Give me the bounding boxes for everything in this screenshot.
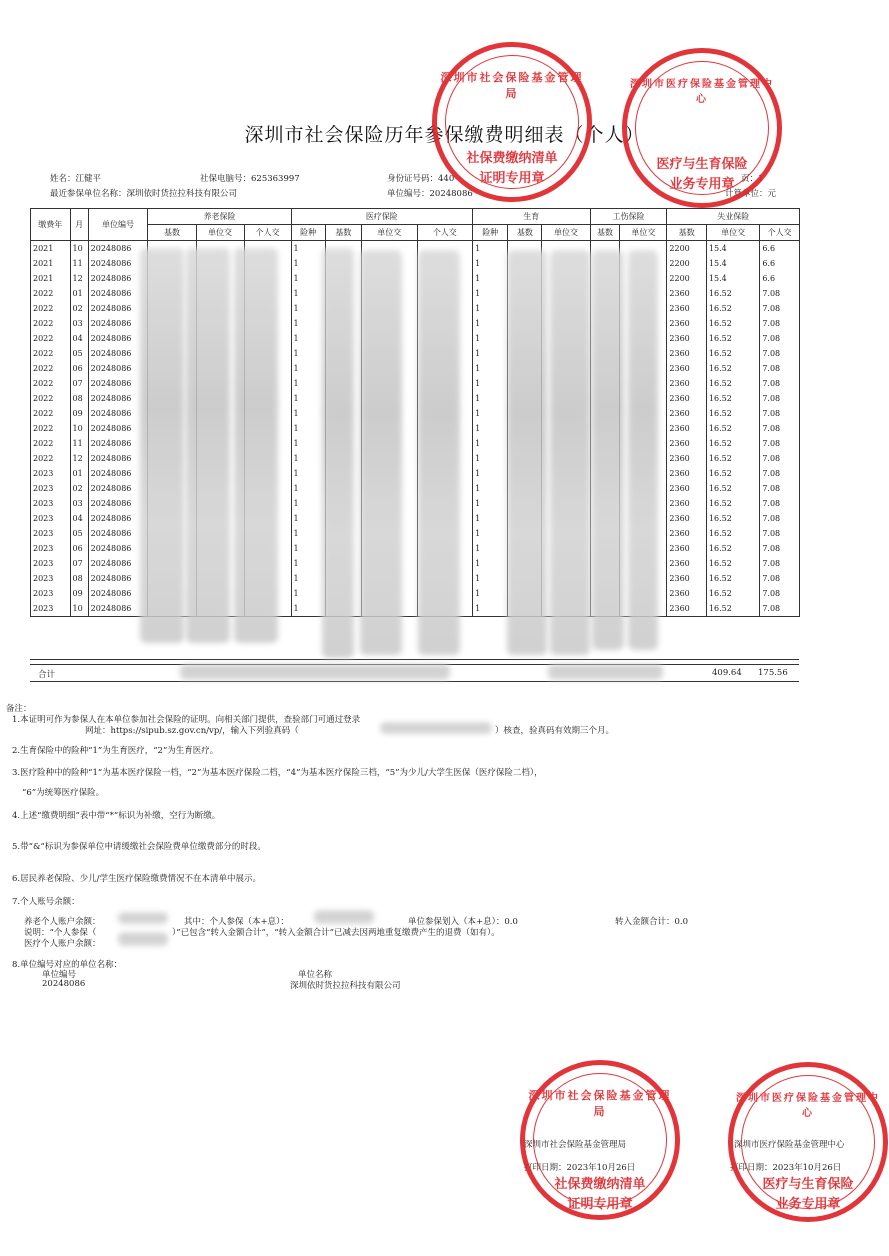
note-5: 5.带“&”标识为参保单位申请缓缴社会保险费单位缴费部分的时段。 (12, 842, 266, 852)
table-cell: 10 (70, 241, 88, 257)
meta-pc-no: 社保电脑号：625363997 (200, 174, 300, 184)
table-cell: 2360 (667, 466, 707, 481)
table-cell: 1 (291, 241, 325, 257)
table-cell: 16.52 (706, 331, 759, 346)
redaction (314, 910, 374, 924)
table-cell: 1 (291, 331, 325, 346)
table-cell: 1 (291, 541, 325, 556)
meta-id-no: 身份证号码：440 (387, 174, 455, 184)
table-cell: 03 (70, 496, 88, 511)
table-cell: 20248086 (88, 331, 148, 346)
table-cell: 7.08 (760, 571, 800, 586)
col-injury: 工伤保险 (590, 209, 667, 225)
redaction (548, 664, 663, 680)
table-cell: 16.52 (706, 571, 759, 586)
table-cell: 1 (291, 271, 325, 286)
sub-header: 单位交 (196, 225, 244, 241)
table-cell: 1 (473, 391, 508, 406)
document-title: 深圳市社会保险历年参保缴费明细表（个人） (244, 124, 645, 146)
table-cell: 2022 (31, 436, 71, 451)
table-cell: 1 (291, 421, 325, 436)
sub-header: 险种 (291, 225, 325, 241)
table-cell: 7.08 (760, 526, 800, 541)
table-cell: 1 (473, 466, 508, 481)
table-cell: 1 (291, 376, 325, 391)
table-cell: 05 (70, 346, 88, 361)
table-cell: 1 (473, 376, 508, 391)
table-cell: 1 (291, 496, 325, 511)
table-cell: 7.08 (760, 376, 800, 391)
table-cell: 2021 (31, 271, 71, 286)
table-cell: 12 (70, 271, 88, 286)
table-cell: 02 (70, 481, 88, 496)
table-cell: 1 (291, 466, 325, 481)
table-cell: 7.08 (760, 466, 800, 481)
table-cell: 2360 (667, 346, 707, 361)
note-7: 7.个人账号余额： (12, 897, 80, 907)
redaction (180, 664, 450, 680)
table-cell: 2023 (31, 601, 71, 617)
table-cell: 1 (473, 436, 508, 451)
table-cell: 01 (70, 466, 88, 481)
redaction (118, 932, 168, 946)
table-cell: 16.52 (706, 466, 759, 481)
table-cell: 16.52 (706, 286, 759, 301)
table-cell: 20248086 (88, 541, 148, 556)
table-cell: 7.08 (760, 361, 800, 376)
table-cell: 6.6 (760, 256, 800, 271)
redaction (118, 912, 168, 924)
meta-name: 姓名：江健平 (50, 174, 102, 184)
table-cell: 1 (473, 421, 508, 436)
table-cell: 20248086 (88, 496, 148, 511)
table-cell: 08 (70, 391, 88, 406)
total-label: 合计 (38, 670, 56, 680)
table-cell: 7.08 (760, 391, 800, 406)
table-cell: 16.52 (706, 301, 759, 316)
table-divider (30, 659, 799, 660)
table-cell: 7.08 (760, 451, 800, 466)
sub-header: 个人交 (417, 225, 473, 241)
table-cell: 2360 (667, 511, 707, 526)
table-cell: 16.52 (706, 451, 759, 466)
unit-contrib-value: 单位参保划入（本+息）：0.0 (408, 917, 518, 927)
table-cell: 2360 (667, 391, 707, 406)
table-cell: 11 (70, 436, 88, 451)
table-cell: 09 (70, 406, 88, 421)
table-cell: 15.4 (706, 271, 759, 286)
table-cell: 7.08 (760, 316, 800, 331)
table-cell: 1 (291, 586, 325, 601)
table-cell: 1 (473, 451, 508, 466)
table-cell: 20248086 (88, 286, 148, 301)
col-month: 月 (70, 209, 88, 241)
table-cell: 05 (70, 526, 88, 541)
table-cell: 2360 (667, 436, 707, 451)
sub-header: 基数 (590, 225, 620, 241)
table-cell: 1 (473, 571, 508, 586)
table-cell: 2023 (31, 526, 71, 541)
table-cell: 1 (473, 511, 508, 526)
table-cell: 2023 (31, 556, 71, 571)
table-cell: 2360 (667, 406, 707, 421)
table-cell: 16.52 (706, 601, 759, 617)
table-cell: 2022 (31, 376, 71, 391)
table-cell: 1 (291, 286, 325, 301)
table-cell: 1 (291, 601, 325, 617)
table-cell: 11 (70, 256, 88, 271)
sub-header: 险种 (473, 225, 508, 241)
footer-date-1: 打印日期：2023年10月26日 (524, 1163, 636, 1173)
note-2: 2.生育保险中的险种“1”为生育医疗，“2”为生育医疗。 (12, 746, 219, 756)
table-cell: 7.08 (760, 511, 800, 526)
table-cell: 01 (70, 286, 88, 301)
redaction (186, 248, 230, 643)
unit-no-value: 20248086 (42, 979, 86, 989)
seal-social-insurance-bottom: 深圳市社会保险基金管理局 社保费缴纳清单 证明专用章 (520, 1060, 680, 1220)
col-medical: 医疗保险 (291, 209, 473, 225)
footer-org-1: 深圳市社会保险基金管理局 (524, 1140, 627, 1150)
table-cell: 2023 (31, 481, 71, 496)
table-cell: 1 (291, 391, 325, 406)
seal-medical-top: 深圳市医疗保险基金管理中心 医疗与生育保险 业务专用章 (622, 48, 782, 208)
table-cell: 2022 (31, 331, 71, 346)
table-cell: 1 (291, 571, 325, 586)
sub-header: 单位交 (620, 225, 667, 241)
table-cell: 1 (473, 301, 508, 316)
note-1a: 1.本证明可作为参保人在本单位参加社会保险的证明。向相关部门提供，查验部门可通过登录 (12, 715, 361, 725)
table-cell: 1 (473, 331, 508, 346)
redaction (592, 250, 624, 650)
table-cell: 02 (70, 301, 88, 316)
note-1c: ）核查，验真码有效期三个月。 (495, 726, 615, 736)
sub-header: 单位交 (362, 225, 418, 241)
col-unit-no: 单位编号 (88, 209, 148, 241)
footer-date-2: 打印日期：2023年10月26日 (730, 1163, 842, 1173)
seal-medical-bottom: 深圳市医疗保险基金管理中心 医疗与生育保险 业务专用章 (728, 1062, 888, 1222)
table-cell: 20248086 (88, 346, 148, 361)
redaction (322, 248, 354, 658)
table-cell: 7.08 (760, 436, 800, 451)
note-8: 8.单位编号对应的单位名称： (12, 960, 123, 970)
table-cell: 1 (291, 511, 325, 526)
table-cell: 20248086 (88, 391, 148, 406)
col-maternity: 生育 (473, 209, 590, 225)
table-cell: 20248086 (88, 301, 148, 316)
table-cell: 2023 (31, 541, 71, 556)
table-cell: 1 (473, 256, 508, 271)
table-cell: 16.52 (706, 481, 759, 496)
table-cell: 2360 (667, 376, 707, 391)
table-cell: 2023 (31, 511, 71, 526)
table-cell: 1 (473, 481, 508, 496)
table-cell: 06 (70, 541, 88, 556)
table-cell: 2360 (667, 586, 707, 601)
table-cell: 16.52 (706, 391, 759, 406)
table-cell: 20248086 (88, 361, 148, 376)
sub-header: 个人交 (760, 225, 800, 241)
unit-name-value: 深圳依时货拉拉科技有限公司 (290, 981, 401, 991)
table-cell: 2200 (667, 241, 707, 257)
table-cell: 16.52 (706, 346, 759, 361)
table-cell: 2023 (31, 586, 71, 601)
table-cell: 1 (473, 541, 508, 556)
personal-contrib-label: 其中：个人参保（本+息）： (184, 917, 289, 927)
meta-currency: 计算单位：元 (725, 189, 777, 199)
col-year: 缴费年 (31, 209, 71, 241)
table-cell: 20248086 (88, 316, 148, 331)
table-cell: 1 (291, 526, 325, 541)
table-cell: 7.08 (760, 331, 800, 346)
table-cell: 16.52 (706, 436, 759, 451)
table-cell: 2022 (31, 451, 71, 466)
table-cell: 7.08 (760, 496, 800, 511)
table-cell: 1 (473, 271, 508, 286)
table-cell: 20248086 (88, 466, 148, 481)
note-3a: 3.医疗险种中的险种“1”为基本医疗保险一档，“2”为基本医疗保险二档，“4”为基本医疗保险三档，“5”为少儿/大学生医保（医疗保险二档）， (12, 768, 543, 778)
table-cell: 1 (473, 316, 508, 331)
table-cell: 20248086 (88, 376, 148, 391)
table-cell: 20248086 (88, 406, 148, 421)
table-cell: 1 (291, 361, 325, 376)
table-cell: 08 (70, 571, 88, 586)
table-cell: 16.52 (706, 586, 759, 601)
table-cell: 20248086 (88, 451, 148, 466)
table-cell: 7.08 (760, 421, 800, 436)
table-cell: 7.08 (760, 406, 800, 421)
table-cell: 16.52 (706, 496, 759, 511)
table-cell: 20248086 (88, 511, 148, 526)
table-cell: 09 (70, 586, 88, 601)
table-cell: 1 (473, 586, 508, 601)
note-7-explanation-a: 说明：“个人参保（ (24, 928, 97, 938)
table-cell: 1 (473, 601, 508, 617)
table-cell: 2360 (667, 451, 707, 466)
table-cell: 1 (473, 286, 508, 301)
table-cell: 1 (291, 346, 325, 361)
table-cell: 10 (70, 601, 88, 617)
total-unemp-personal: 175.56 (758, 668, 788, 678)
table-cell: 2360 (667, 316, 707, 331)
table-cell: 2360 (667, 601, 707, 617)
table-cell: 2023 (31, 496, 71, 511)
redaction (628, 250, 658, 650)
table-cell: 7.08 (760, 481, 800, 496)
meta-last-unit: 最近参保单位名称：深圳依时货拉拉科技有限公司 (50, 189, 238, 199)
table-cell: 20248086 (88, 586, 148, 601)
table-cell: 16.52 (706, 406, 759, 421)
table-cell: 20248086 (88, 601, 148, 617)
note-7-explanation-b: ）”已包含“转入金额合计”，“转入金额合计”已减去因两地重复缴费产生的退费（如有）。 (172, 928, 500, 938)
table-cell: 1 (291, 301, 325, 316)
table-cell: 20248086 (88, 571, 148, 586)
table-cell: 16.52 (706, 421, 759, 436)
sub-header: 单位交 (542, 225, 590, 241)
table-cell: 07 (70, 556, 88, 571)
table-cell: 16.52 (706, 361, 759, 376)
table-cell: 2360 (667, 361, 707, 376)
redaction (418, 250, 460, 655)
table-cell: 1 (291, 451, 325, 466)
table-cell: 1 (291, 481, 325, 496)
table-cell: 2200 (667, 256, 707, 271)
meta-unit-no: 单位编号：20248086 (387, 189, 473, 199)
table-cell: 03 (70, 316, 88, 331)
meta-page: 页：1 (741, 174, 764, 184)
table-cell: 20248086 (88, 526, 148, 541)
table-cell: 07 (70, 376, 88, 391)
note-4: 4.上述“缴费明细”表中带“*”标识为补缴，空行为断缴。 (12, 811, 221, 821)
note-3b: “6”为统筹医疗保险。 (22, 788, 105, 798)
footer-org-2: 深圳市医疗保险基金管理中心 (734, 1140, 845, 1150)
table-cell: 6.6 (760, 271, 800, 286)
table-cell: 2022 (31, 421, 71, 436)
table-cell: 20248086 (88, 241, 148, 257)
table-cell: 1 (473, 346, 508, 361)
table-cell: 2360 (667, 331, 707, 346)
table-cell: 7.08 (760, 286, 800, 301)
sub-header: 个人交 (244, 225, 291, 241)
unit-no-header: 单位编号 (42, 970, 77, 980)
table-cell: 2360 (667, 421, 707, 436)
table-cell: 2200 (667, 271, 707, 286)
table-cell: 1 (473, 556, 508, 571)
table-cell: 15.4 (706, 256, 759, 271)
table-cell: 1 (473, 361, 508, 376)
sub-header: 基数 (667, 225, 707, 241)
table-cell: 16.52 (706, 541, 759, 556)
total-unemp-unit: 409.64 (712, 668, 742, 678)
table-cell: 2022 (31, 346, 71, 361)
table-cell: 1 (291, 256, 325, 271)
table-cell: 16.52 (706, 556, 759, 571)
table-cell: 2360 (667, 571, 707, 586)
table-cell: 1 (473, 496, 508, 511)
col-unemployment: 失业保险 (667, 209, 800, 225)
table-cell: 20248086 (88, 481, 148, 496)
table-cell: 7.08 (760, 586, 800, 601)
table-cell: 1 (473, 241, 508, 257)
table-cell: 2360 (667, 481, 707, 496)
sub-header: 单位交 (706, 225, 759, 241)
redaction (507, 250, 547, 655)
table-cell: 7.08 (760, 541, 800, 556)
sub-header: 基数 (148, 225, 196, 241)
table-cell: 16.52 (706, 526, 759, 541)
table-cell: 20248086 (88, 421, 148, 436)
table-cell: 20248086 (88, 556, 148, 571)
note-6: 6.居民养老保险、少儿/学生医疗保险缴费情况不在本清单中展示。 (12, 874, 261, 884)
pension-balance-label: 养老个人账户余额： (24, 917, 101, 927)
redaction (380, 722, 492, 734)
table-cell: 6.6 (760, 241, 800, 257)
notes-heading: 备注： (6, 704, 32, 714)
table-cell: 1 (291, 406, 325, 421)
table-cell: 20248086 (88, 436, 148, 451)
table-cell: 2360 (667, 496, 707, 511)
table-cell: 2021 (31, 256, 71, 271)
table-cell: 2022 (31, 286, 71, 301)
table-cell: 2360 (667, 286, 707, 301)
table-cell: 1 (473, 406, 508, 421)
redaction (550, 250, 590, 655)
table-cell: 2360 (667, 556, 707, 571)
table-cell: 2360 (667, 541, 707, 556)
table-cell: 2360 (667, 526, 707, 541)
table-cell: 15.4 (706, 241, 759, 257)
table-cell: 06 (70, 361, 88, 376)
transfer-total-value: 转入金额合计：0.0 (615, 917, 689, 927)
table-cell: 2022 (31, 301, 71, 316)
unit-name-header: 单位名称 (298, 970, 333, 980)
table-cell: 04 (70, 331, 88, 346)
table-cell: 2021 (31, 241, 71, 257)
table-cell: 1 (291, 556, 325, 571)
redaction (234, 248, 278, 643)
table-cell: 16.52 (706, 511, 759, 526)
sub-header: 基数 (508, 225, 542, 241)
table-cell: 1 (291, 436, 325, 451)
table-cell: 2023 (31, 571, 71, 586)
table-cell: 16.52 (706, 376, 759, 391)
table-cell: 7.08 (760, 556, 800, 571)
table-cell: 7.08 (760, 346, 800, 361)
table-cell: 20248086 (88, 271, 148, 286)
table-cell: 2022 (31, 316, 71, 331)
table-cell: 12 (70, 451, 88, 466)
redaction (360, 250, 402, 655)
redaction (140, 248, 184, 643)
table-cell: 1 (473, 526, 508, 541)
seal-social-insurance-top: 深圳市社会保险基金管理局 社保费缴纳清单 证明专用章 (432, 42, 592, 202)
table-cell: 16.52 (706, 316, 759, 331)
table-cell: 2023 (31, 466, 71, 481)
table-cell: 2022 (31, 391, 71, 406)
medical-balance-label: 医疗个人账户余额： (24, 939, 101, 949)
table-cell: 04 (70, 511, 88, 526)
table-cell: 10 (70, 421, 88, 436)
table-cell: 7.08 (760, 301, 800, 316)
note-1b: 网址：https://sipub.sz.gov.cn/vp/，输入下列验真码（ (85, 726, 299, 736)
table-cell: 7.08 (760, 601, 800, 617)
table-cell: 2360 (667, 301, 707, 316)
col-pension: 养老保险 (148, 209, 291, 225)
table-cell: 2022 (31, 361, 71, 376)
table-cell: 20248086 (88, 256, 148, 271)
sub-header: 基数 (325, 225, 361, 241)
table-cell: 1 (291, 316, 325, 331)
table-cell: 2022 (31, 406, 71, 421)
